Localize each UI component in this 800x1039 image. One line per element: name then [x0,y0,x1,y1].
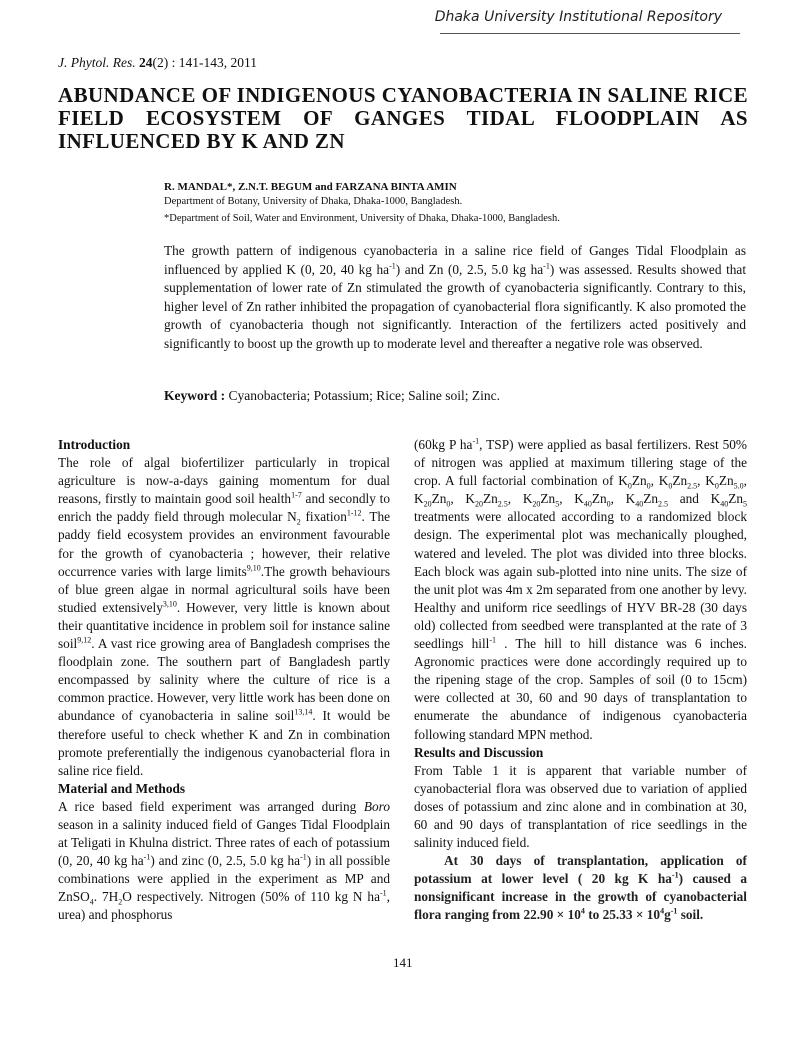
authors: R. MANDAL*, Z.N.T. BEGUM and FARZANA BINTA AMIN [164,181,457,193]
page-number: 141 [393,955,413,970]
repository-header: Dhaka University Institutional Repository [434,9,722,25]
abstract-text-3: ) was assessed. Results showed that supplementation of lower rate of Zn stimulated the growth of cyanobacteria significantly. Contrary to this, higher level of Zn rather inhibited the propagation of cyanobacterial flora significantly. K also promoted the growth of cyanobacteria though not significantly. Interaction of the fertilizers acted positively and significantly to boost up the growth up to moderate level and thereafter a negative role was observed. [164,261,747,351]
unit-exponent: -1 [543,261,550,271]
right-column [414,436,747,925]
keywords [164,388,500,404]
abstract [164,242,746,354]
journal-citation [58,55,257,71]
heading-introduction: Introduction [58,437,131,452]
results-paragraph-2: At 30 days of transplantation, application of potassium at lower level ( 20 kg K $ha^{-1}$) caused a nonsignificant increase in the growth of cyanobacterial flora ranging from $22.90 \times 10^4$ to $25.33 \times 10^4g^{-1}$ soil. [414,853,747,923]
abstract-text-2: ) and Zn (0, 2.5, 5.0 kg ha [395,261,544,277]
journal-volume: 24 [138,55,153,70]
keywords-text: Cyanobacteria; Potassium; Rice; Saline soil; Zinc. [228,388,500,403]
journal-issue-pages: (2) : 141-143, 2011 [152,55,257,70]
journal-name: J. Phytol. Res. [58,55,136,70]
heading-results: Results and Discussion [414,744,544,760]
heading-methods: Material and Methods [58,780,186,796]
affiliation-botany: Department of Botany, University of Dhaka, Dhaka-1000, Bangladesh. [164,196,463,207]
affiliation-soil: *Department of Soil, Water and Environment, University of Dhaka, Dhaka-1000, Bangladesh. [164,213,560,224]
abstract-text-1: The growth pattern of indigenous cyanobacteria in a saline rice field of Ganges Tidal Floodplain as influenced by applied K (0, 20, 40 kg ha [164,243,746,277]
methods-continuation-paragraph: (60kg P $ha^{-1}$, TSP) were applied as basal fertilizers. Rest 50% of nitrogen was applied at maximum tillering stage of the crop. A full factorial combination of $K_0Zn_0$, $K_0Zn_{2.5}$, $K_0Zn_{5.0}$, $K_{20}Zn_0$, $K_{20}Zn_{2.5}$, $K_{20}Zn_5$, $K_{40}Zn_0$, $K_{40}Zn_{2.5}$ and $K_{40}Zn_5$ treatments were allocated according to a randomized block design. The experimental plot was mechanically ploughed, watered and leveled. The plot was divided into three blocks. Each block was again sub-plotted into nine units. The size of the unit plot was 4m x 2m separated from one another by levy. Healthy and uniform rice seedlings of HYV BR-28 (30 days old) collected from seedbed were transplanted at the rate of 3 seedlings hill$^{-1}$ . The hill to hill distance was 6 inches. Agronomic practices were done accordingly required up to the ripening stage of the crop. Samples of soil (0 to 15cm) were collected at 30, 60 and 90 days of transplantation to enumerate the abundance of indigenous cyanobacteria following standard MPN method. [414,436,747,742]
header-rule [440,33,740,34]
introduction-paragraph: The role of algal biofertilizer particularly in tropical agriculture is now-a-days gaining momentum for dual reasons, firstly to maintain good soil health$^{1-7}$ and secondly to enrich the paddy field through molecular $N_2$ fixation$^{1-12}$. The paddy field ecosystem provides an environment favourable for the growth of cyanobacteria ; however, their relative occurrence varies with large limits$^{9,10}$.The growth behaviours of blue green algae in normal agricultural soils have been studied extensively$^{3,10}$. However, very little is known about their quantitative incidence in problem soil for instance saline soil$^{9,12}$. A vast rice growing area of Bangladesh comprises the floodplain zone. The southern part of Bangladesh partly encompassed by salinity where the culture of rice is a common practice. However, very little work has been done on abundance of cyanobacteria in saline soil$^{13,14}$. It would be therefore useful to check whether K and Zn in combination promote preferentially the indigenous cyanobacterial flora in saline rice field. [58,455,391,778]
unit-exponent: -1 [389,261,396,271]
results-paragraph-1: From Table 1 it is apparent that variable number of cyanobacterial flora was observed due to variation of applied doses of potassium and zinc alone and in combination at 30, 60 and 90 days of transplantation of rice seedlings in the salinity induced field. [414,762,747,851]
keywords-label: Keyword : [164,388,226,403]
left-column [58,436,390,925]
methods-paragraph: A rice based field experiment was arranged during Boro season in a salinity induced field of Ganges Tidal Floodplain at Teligati in Khulna district. Three rates of each of potassium (0, 20, 40 kg $ha^{-1}$) and zinc (0, 2.5, 5.0 kg $ha^{-1}$) in all possible combinations were applied in the experiment as MP and ZnSO$_4$. $7H_2O$ respectively. Nitrogen (50% of 110 kg N $ha^{-1}$, urea) and phosphorus [58,798,391,923]
paper-title: ABUNDANCE OF INDIGENOUS CYANOBACTERIA IN SALINE RICE FIELD ECOSYSTEM OF GANGES TIDAL FLOODPLAIN AS INFLUENCED BY K AND ZN [58,83,748,153]
